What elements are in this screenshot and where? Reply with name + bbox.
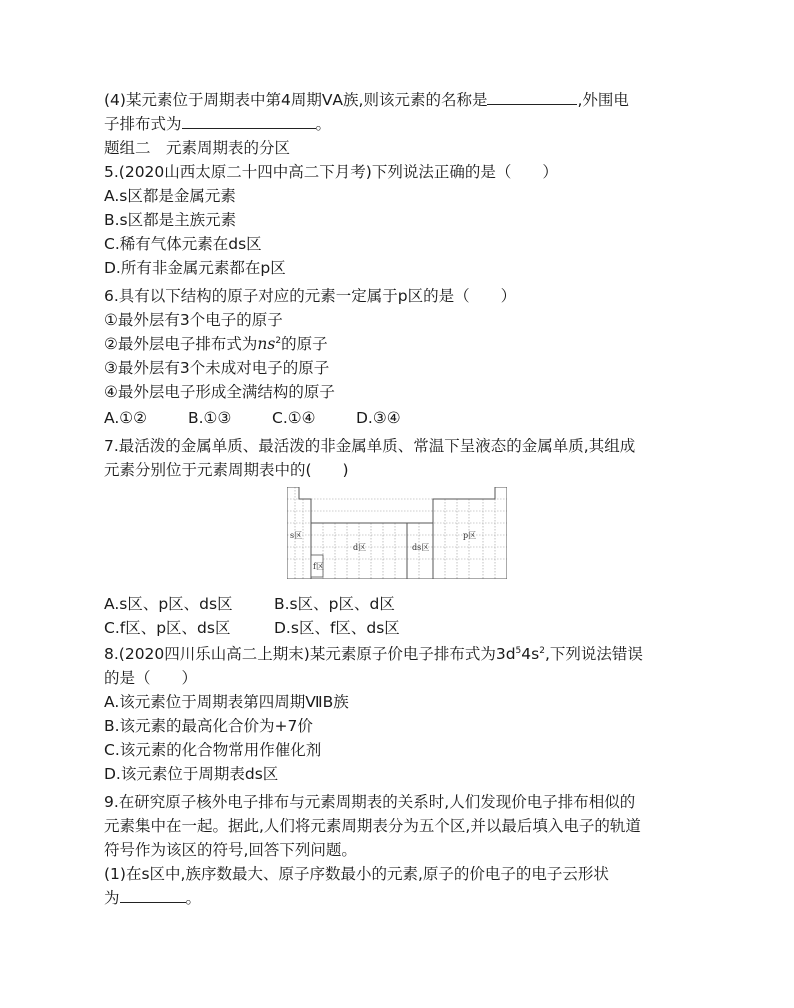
q5-option-c: C.稀有气体元素在ds区 [104, 235, 262, 253]
q4-line1 [104, 88, 629, 112]
q6-statement-4: ④最外层电子形成全满结构的原子 [104, 383, 335, 401]
q5-stem: 5.(2020山西太原二十四中高二下月考)下列说法正确的是（ ） [104, 163, 558, 181]
q8-sup-1: 5 [515, 645, 522, 656]
q6-s2-tail: 的原子 [281, 335, 328, 353]
ds-block-label: ds区 [412, 543, 430, 552]
q5-option-a: A.s区都是金属元素 [104, 187, 236, 205]
q8-stem-text: 8.(2020四川乐山高二上期末)某元素原子价电子排布式为3d [104, 645, 516, 663]
q4-line2 [104, 112, 331, 136]
group-heading: 题组二 元素周期表的分区 [104, 139, 291, 157]
q6-statement-3: ③最外层有3个未成对电子的原子 [104, 359, 330, 377]
s-block-label: s区 [290, 531, 303, 540]
q9-line-4: (1)在s区中,族序数最大、原子序数最小的元素,原子的价电子的电子云形状 [104, 865, 609, 883]
q5-option-d: D.所有非金属元素都在p区 [104, 259, 286, 277]
q6-stem: 6.具有以下结构的原子对应的元素一定属于p区的是（ ） [104, 287, 517, 305]
d-block-label: d区 [353, 543, 367, 552]
q7-stem-1: 7.最活泼的金属单质、最活泼的非金属单质、常温下呈液态的金属单质,其组成 [104, 437, 636, 455]
q9-text: 为 [104, 889, 120, 907]
q7-option-c: C.f区、p区、ds区 [104, 619, 231, 637]
q8-stem-4s: 4s [521, 645, 540, 663]
q6-option-b: B.①③ [188, 409, 232, 427]
q8-option-c: C.该元素的化合物常用作催化剂 [104, 741, 322, 759]
q7-options-row1 [104, 592, 395, 616]
f-block-label: f区 [313, 562, 324, 571]
q6-statement-2 [104, 332, 328, 356]
q7-options-row2 [104, 616, 400, 640]
q6-statement-1: ①最外层有3个电子的原子 [104, 311, 283, 329]
q6-option-a: A.①② [104, 409, 148, 427]
q6-options [104, 406, 401, 430]
q4-text: 子排布式为 [104, 115, 182, 133]
q5-option-b: B.s区都是主族元素 [104, 211, 237, 229]
q9-line-5 [104, 886, 201, 910]
q8-sup-2: 2 [539, 645, 545, 656]
q6-s2-formula: ns [257, 335, 276, 353]
q6-s2-text: ②最外层电子排布式为 [104, 335, 258, 353]
q9-line-1: 9.在研究原子核外电子排布与元素周期表的关系时,人们发现价电子排布相似的 [104, 793, 636, 811]
q8-option-a: A.该元素位于周期表第四周期ⅦB族 [104, 693, 349, 711]
answer-blank[interactable] [487, 88, 577, 105]
q8-stem-1 [104, 642, 643, 666]
q6-option-c: C.①④ [272, 409, 316, 427]
q8-stem-tail: ,下列说法错误 [544, 645, 643, 663]
q4-text-tail: ,外围电 [577, 91, 629, 109]
q7-stem-2: 元素分别位于元素周期表中的( ) [104, 461, 349, 479]
q9-text-end: 。 [185, 889, 202, 907]
q7-option-d: D.s区、f区、ds区 [274, 619, 400, 637]
q8-stem-2: 的是（ ） [104, 669, 198, 687]
q9-line-2: 元素集中在一起。据此,人们将元素周期表分为五个区,并以最后填入电子的轨道 [104, 817, 641, 835]
q4-text-end: 。 [315, 115, 332, 133]
q4-text: (4)某元素位于周期表中第4周期ⅤA族,则该元素的名称是 [104, 91, 488, 109]
q8-option-d: D.该元素位于周期表ds区 [104, 765, 279, 783]
q6-s2-sup: 2 [275, 335, 282, 346]
q6-option-d: D.③④ [356, 409, 401, 427]
p-block-label: p区 [463, 531, 477, 540]
answer-blank[interactable] [120, 886, 186, 903]
q7-option-b: B.s区、p区、d区 [274, 595, 395, 613]
q7-option-a: A.s区、p区、ds区 [104, 595, 233, 613]
q8-option-b: B.该元素的最高化合价为+7价 [104, 717, 313, 735]
q9-line-3: 符号作为该区的符号,回答下列问题。 [104, 841, 357, 859]
answer-blank[interactable] [182, 112, 316, 129]
periodic-table-diagram [287, 487, 507, 579]
